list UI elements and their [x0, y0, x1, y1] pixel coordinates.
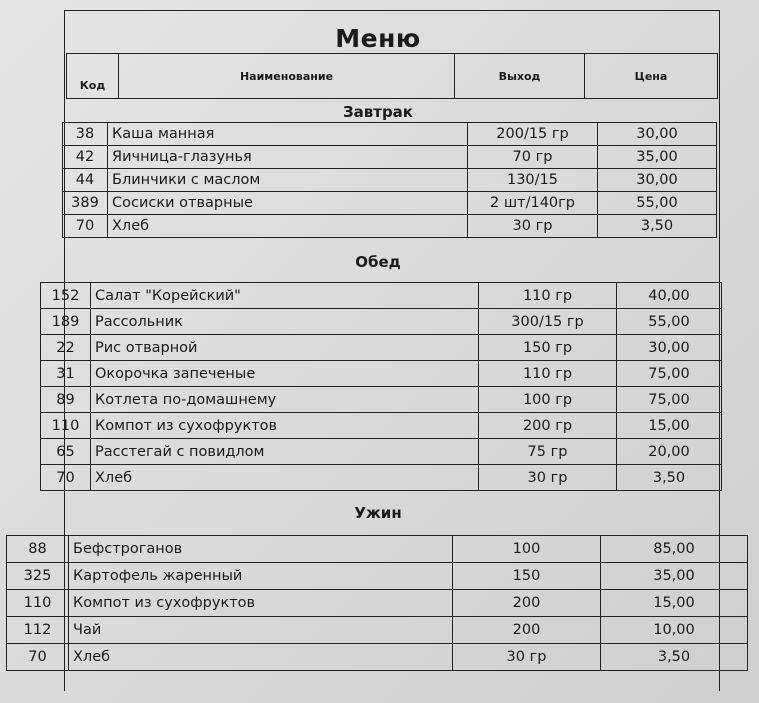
menu-title: Меню: [335, 24, 421, 53]
menu-name-cell: Картофель жаренный: [69, 563, 453, 590]
menu-code-cell: 38: [63, 123, 108, 146]
menu-output-cell: 200: [453, 617, 601, 644]
menu-output-cell: 75 гр: [479, 439, 617, 465]
menu-price-cell: 15,00: [601, 590, 748, 617]
section-title-lunch: Обед: [355, 253, 401, 271]
menu-row: [7, 536, 748, 563]
menu-name-cell: Бефстроганов: [69, 536, 453, 563]
menu-code-cell: 88: [7, 536, 69, 563]
menu-row: [63, 215, 717, 238]
menu-row: [7, 644, 748, 671]
menu-row: [41, 361, 722, 387]
menu-output-cell: 130/15: [468, 169, 598, 192]
menu-price-cell: 35,00: [598, 146, 717, 169]
menu-output-cell: 150: [453, 563, 601, 590]
menu-code-cell: 65: [41, 439, 91, 465]
menu-price-cell: 10,00: [601, 617, 748, 644]
menu-name-cell: Рассольник: [91, 309, 479, 335]
menu-output-cell: 100 гр: [479, 387, 617, 413]
menu-code-cell: 110: [7, 590, 69, 617]
menu-output-cell: 110 гр: [479, 361, 617, 387]
menu-output-cell: 70 гр: [468, 146, 598, 169]
menu-name-cell: Хлеб: [91, 465, 479, 491]
menu-row: [41, 387, 722, 413]
menu-output-cell: 200 гр: [479, 413, 617, 439]
header-code: Код: [67, 54, 119, 98]
menu-output-cell: 30 гр: [453, 644, 601, 671]
menu-name-cell: Салат "Корейский": [91, 283, 479, 309]
menu-code-cell: 70: [63, 215, 108, 238]
menu-name-cell: Окорочка запеченые: [91, 361, 479, 387]
menu-name-cell: Расстегай с повидлом: [91, 439, 479, 465]
menu-row: [41, 413, 722, 439]
menu-code-cell: 325: [7, 563, 69, 590]
menu-name-cell: Чай: [69, 617, 453, 644]
menu-row: [7, 617, 748, 644]
menu-code-cell: 31: [41, 361, 91, 387]
menu-price-cell: 40,00: [617, 283, 722, 309]
dinner-table: [6, 535, 748, 671]
menu-row: [63, 146, 717, 169]
header-output: Выход: [455, 54, 585, 98]
section-title-breakfast: Завтрак: [342, 103, 413, 121]
menu-price-cell: 55,00: [617, 309, 722, 335]
menu-name-cell: Рис отварной: [91, 335, 479, 361]
menu-output-cell: 30 гр: [468, 215, 598, 238]
menu-name-cell: Котлета по-домашнему: [91, 387, 479, 413]
menu-name-cell: Компот из сухофруктов: [91, 413, 479, 439]
menu-row: [63, 192, 717, 215]
menu-code-cell: 89: [41, 387, 91, 413]
menu-code-cell: 112: [7, 617, 69, 644]
menu-price-cell: 3,50: [617, 465, 722, 491]
menu-price-cell: 35,00: [601, 563, 748, 590]
menu-row: [41, 309, 722, 335]
menu-row: [7, 563, 748, 590]
menu-output-cell: 2 шт/140гр: [468, 192, 598, 215]
menu-name-cell: Блинчики с маслом: [108, 169, 468, 192]
menu-price-cell: 75,00: [617, 361, 722, 387]
menu-code-cell: 152: [41, 283, 91, 309]
menu-name-cell: Хлеб: [69, 644, 453, 671]
section-title-dinner: Ужин: [354, 504, 402, 522]
menu-code-cell: 44: [63, 169, 108, 192]
menu-price-cell: 75,00: [617, 387, 722, 413]
menu-code-cell: 189: [41, 309, 91, 335]
menu-output-cell: 300/15 гр: [479, 309, 617, 335]
menu-price-cell: 3,50: [598, 215, 717, 238]
menu-price-cell: 30,00: [617, 335, 722, 361]
breakfast-table: [62, 122, 717, 238]
menu-row: [7, 590, 748, 617]
menu-row: [41, 465, 722, 491]
header-name: Наименование: [119, 54, 455, 98]
menu-price-cell: 15,00: [617, 413, 722, 439]
menu-name-cell: Яичница-глазунья: [108, 146, 468, 169]
menu-price-cell: 30,00: [598, 123, 717, 146]
menu-code-cell: 70: [41, 465, 91, 491]
menu-output-cell: 150 гр: [479, 335, 617, 361]
menu-output-cell: 200: [453, 590, 601, 617]
menu-code-cell: 42: [63, 146, 108, 169]
menu-output-cell: 30 гр: [479, 465, 617, 491]
menu-price-cell: 20,00: [617, 439, 722, 465]
menu-code-cell: 22: [41, 335, 91, 361]
menu-code-cell: 389: [63, 192, 108, 215]
menu-output-cell: 100: [453, 536, 601, 563]
menu-code-cell: 70: [7, 644, 69, 671]
menu-name-cell: Каша манная: [108, 123, 468, 146]
menu-name-cell: Сосиски отварные: [108, 192, 468, 215]
menu-output-cell: 110 гр: [479, 283, 617, 309]
menu-row: [41, 335, 722, 361]
menu-code-cell: 110: [41, 413, 91, 439]
menu-price-cell: 30,00: [598, 169, 717, 192]
menu-row: [63, 123, 717, 146]
menu-row: [41, 439, 722, 465]
menu-price-cell: 3,50: [601, 644, 748, 671]
menu-name-cell: Хлеб: [108, 215, 468, 238]
menu-price-cell: 55,00: [598, 192, 717, 215]
menu-price-cell: 85,00: [601, 536, 748, 563]
table-header: [66, 53, 718, 99]
menu-sheet: [6, 10, 750, 700]
menu-row: [63, 169, 717, 192]
menu-row: [41, 283, 722, 309]
header-price: Цена: [634, 69, 668, 83]
menu-name-cell: Компот из сухофруктов: [69, 590, 453, 617]
lunch-table: [40, 282, 722, 491]
menu-output-cell: 200/15 гр: [468, 123, 598, 146]
